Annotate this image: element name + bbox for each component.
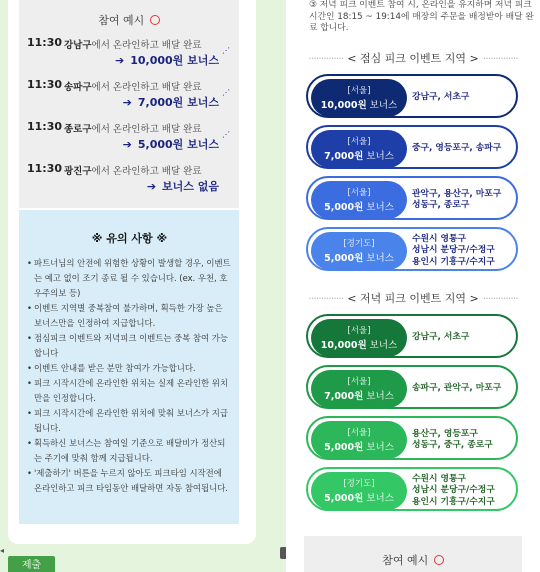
area-list — [412, 76, 469, 120]
example-bonus-text: 5,000원 보너스 — [137, 138, 219, 151]
area-list — [412, 178, 501, 222]
bonus-region: [서울] — [347, 137, 371, 147]
bonus-region: [경기도] — [343, 479, 375, 489]
notice-item: • 이벤트 안내를 받은 분만 참여가 가능합니다. — [27, 361, 232, 376]
bonus-suffix: 보너스 — [366, 253, 394, 264]
bonus-value: 5,000원 — [324, 202, 364, 213]
area-name: 성남시 분당구/수정구 — [412, 485, 495, 496]
example-bonus-text: 보너스 없음 — [162, 180, 219, 193]
bonus-suffix: 보너스 — [369, 100, 398, 111]
dinner-title-text: 저녁 피크 이벤트 지역 — [359, 292, 467, 305]
sparkle-icon: ⋰ — [222, 130, 230, 139]
dinner-region-row — [306, 416, 518, 460]
lunch-region-row — [306, 74, 518, 118]
bonus-suffix: 보너스 — [366, 202, 394, 213]
bonus-region: [서울] — [347, 377, 371, 387]
example-bonus — [147, 178, 219, 194]
bonus-value: 7,000원 — [324, 391, 364, 402]
bonus-value: 5,000원 — [324, 442, 364, 453]
bonus-amount — [311, 337, 407, 351]
example-time: 11:30 — [27, 120, 63, 133]
notice-item: • 파트너님의 안전에 위험한 상황이 발생할 경우, 이벤트는 예고 없이 조기 종료 될 수 있습니다. (ex. 우천, 호우주의보 등) — [27, 256, 232, 301]
bonus-tag — [311, 472, 407, 510]
example-row — [19, 30, 239, 70]
dinner-step-note: ③ 저녁 피크 이벤트 참여 시, 온라인을 유지하며 저녁 피크 시간인 18:15 ~ 19:14에 매장의 주문을 배정받아 배달 완료 합니다. — [309, 0, 534, 33]
lunch-section-title: ·············· < 점심 피크 이벤트 지역 > ·············· — [308, 52, 518, 65]
example-bonus — [123, 136, 219, 152]
bonus-tag — [311, 130, 407, 168]
bonus-amount — [311, 490, 407, 504]
dinner-region-row — [306, 467, 518, 511]
example-district: 종로구 — [64, 124, 92, 135]
area-name: 성남시 분당구/수정구 — [412, 245, 495, 256]
example-list — [19, 30, 239, 196]
bonus-value: 5,000원 — [324, 493, 364, 504]
example-bonus-text: 10,000원 보너스 — [130, 54, 219, 67]
lunch-region-row — [306, 125, 518, 169]
bonus-amount — [311, 199, 407, 213]
example-district: 강남구 — [64, 40, 92, 51]
notice-item: • 피크 시작시간에 온라인한 위치에 맞춰 보너스가 지급 됩니다. — [27, 406, 232, 436]
bonus-tag — [311, 421, 407, 459]
dinner-region-row — [306, 365, 518, 409]
example-description — [64, 163, 202, 177]
arrow-right-icon: ➔ — [122, 96, 132, 109]
area-name: 성동구, 중구, 종로구 — [412, 440, 493, 450]
collapse-arrow-icon[interactable]: ◂ — [0, 546, 5, 555]
area-name: 강남구, 서초구 — [412, 332, 470, 343]
example-description — [64, 79, 202, 93]
bonus-amount — [311, 148, 407, 162]
example-bonus-text: 7,000원 보너스 — [137, 96, 219, 109]
example-time: 11:30 — [27, 36, 63, 49]
example-box-bottom — [304, 536, 522, 572]
area-name: 송파구, 관악구, 마포구 — [412, 383, 502, 394]
example-row — [19, 72, 239, 112]
lunch-region-row — [306, 227, 518, 271]
example-row — [19, 156, 239, 196]
area-name: 수원시 영통구 — [412, 473, 467, 484]
example-time: 11:30 — [27, 78, 63, 91]
area-name: 성동구, 종로구 — [412, 200, 470, 210]
bonus-suffix: 보너스 — [369, 340, 398, 351]
example-text: 에서 온라인하고 배달 완료 — [91, 124, 202, 135]
example-district: 송파구 — [64, 82, 92, 93]
example-description — [64, 121, 202, 135]
lunch-title-text: 점심 피크 이벤트 지역 — [359, 52, 467, 65]
notice-item: • 이벤트 지역별 중복참여 불가하며, 획득한 가장 높은 보너스만을 인정하여 지급합니다. — [27, 301, 232, 331]
bonus-region: [서울] — [347, 188, 371, 198]
area-name: 관악구, 용산구, 마포구 — [412, 188, 502, 199]
bonus-suffix: 보너스 — [366, 493, 394, 504]
area-list — [412, 367, 501, 411]
example-title-bottom — [304, 536, 522, 568]
bonus-region: [서울] — [347, 326, 371, 336]
example-district: 광진구 — [64, 166, 92, 177]
arrow-right-icon: ➔ — [146, 180, 157, 193]
notice-list — [27, 256, 232, 496]
notice-item: • '제출하기' 버튼을 누르지 않아도 피크타임 시작전에 온라인하고 피크 타임동안 배달하면 자동 참여됩니다. — [27, 466, 232, 496]
right-panel — [286, 0, 540, 572]
clock-icon — [434, 555, 444, 565]
bonus-tag — [311, 79, 407, 117]
notice-item: • 점심피크 이벤트와 저녁피크 이벤트는 중복 참여 가능합니다 — [27, 331, 232, 361]
area-name: 중구, 영등포구, 송파구 — [412, 143, 502, 154]
clock-icon — [150, 15, 160, 25]
bonus-amount — [311, 388, 407, 402]
arrow-right-icon: ➔ — [122, 138, 132, 151]
arrow-right-icon: ➔ — [115, 54, 125, 67]
example-box — [19, 0, 239, 208]
area-list — [412, 316, 469, 360]
dinner-section-title: ·············· < 저녁 피크 이벤트 지역 > ·············· — [308, 292, 518, 305]
left-panel — [8, 0, 256, 544]
bonus-suffix: 보너스 — [366, 151, 394, 162]
example-row — [19, 114, 239, 154]
notice-item: • 획득하신 보너스는 참여일 기준으로 배달비가 정산되는 주기에 맞춰 함께 지급됩니다. — [27, 436, 232, 466]
notice-item: • 피크 시작시간에 온라인한 위치는 실제 온라인한 위치 만을 인정합니다. — [27, 376, 232, 406]
example-title — [19, 0, 239, 28]
area-list — [412, 418, 493, 462]
bonus-region: [경기도] — [343, 239, 375, 249]
bonus-amount — [311, 250, 407, 264]
example-bonus — [123, 94, 219, 110]
bonus-value: 7,000원 — [324, 151, 364, 162]
example-description — [64, 37, 202, 51]
example-text: 에서 온라인하고 배달 완료 — [91, 82, 202, 93]
area-name: 용인시 기흥구/수지구 — [412, 496, 495, 507]
area-name: 용인시 기흥구/수지구 — [412, 256, 495, 267]
bonus-region: [서울] — [347, 428, 371, 438]
area-list — [412, 229, 495, 273]
notice-box — [19, 210, 239, 524]
sparkle-icon: ⋰ — [222, 46, 230, 55]
bonus-value: 10,000원 — [320, 100, 367, 111]
submit-button[interactable]: 제출 — [8, 556, 55, 572]
lunch-region-row — [306, 176, 518, 220]
bonus-amount — [311, 439, 407, 453]
bonus-tag — [311, 370, 407, 408]
example-time: 11:30 — [27, 162, 63, 175]
area-name: 강남구, 서초구 — [412, 92, 470, 103]
area-name: 수원시 영통구 — [412, 233, 467, 244]
example-title-text: 참여 예시 — [98, 14, 145, 27]
example-title-bottom-text: 참여 예시 — [382, 554, 429, 567]
example-bonus — [115, 52, 219, 68]
area-name: 용산구, 영등포구 — [412, 428, 478, 439]
bonus-tag — [311, 181, 407, 219]
sparkle-icon: ⋰ — [222, 88, 230, 97]
area-list — [412, 469, 495, 513]
example-text: 에서 온라인하고 배달 완료 — [91, 40, 202, 51]
bonus-suffix: 보너스 — [366, 391, 394, 402]
dinner-region-row — [306, 314, 518, 358]
bonus-tag — [311, 232, 407, 270]
bonus-suffix: 보너스 — [366, 442, 394, 453]
bonus-tag — [311, 319, 407, 357]
area-list — [412, 127, 501, 171]
notice-title: ※ 유의 사항 ※ — [91, 232, 168, 245]
bonus-amount — [311, 97, 407, 111]
bonus-region: [서울] — [347, 86, 371, 96]
bonus-value: 5,000원 — [324, 253, 364, 264]
bonus-value: 10,000원 — [320, 340, 367, 351]
example-text: 에서 온라인하고 배달 완료 — [91, 166, 202, 177]
